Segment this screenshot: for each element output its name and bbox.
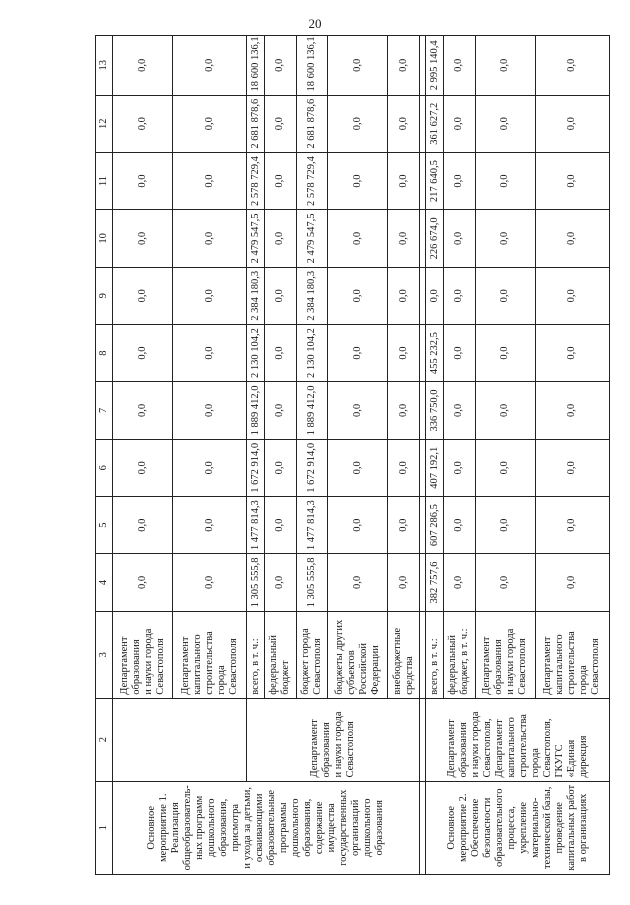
text-line: всего, в т. ч.: <box>428 638 440 695</box>
text-line: Департамент <box>493 719 505 778</box>
value-cell: 0,0 <box>173 324 247 381</box>
text-line: Реализация <box>170 802 182 854</box>
text-line: образования, <box>302 798 314 857</box>
text-line: образовательные <box>266 789 278 866</box>
text-line: материально- <box>529 797 541 858</box>
text-line: ных программ <box>194 795 206 860</box>
value-cell: 0,0 <box>113 496 173 553</box>
value-cell: 2 384 180,3 <box>296 267 328 324</box>
value-cell: 2 681 878,6 <box>247 95 265 152</box>
value-cell: 0,0 <box>113 210 173 267</box>
value-cell: 2 479 547,5 <box>247 210 265 267</box>
value-cell: 0,0 <box>443 439 475 496</box>
value-cell: 2 578 729,4 <box>247 152 265 209</box>
value-cell: 0,0 <box>443 152 475 209</box>
column-number-11: 11 <box>96 152 113 209</box>
value-cell: 0,0 <box>388 210 420 267</box>
column-number-8: 8 <box>96 324 113 381</box>
text-line: процесса, <box>505 806 517 850</box>
text-line: капитальных работ <box>565 784 577 871</box>
value-cell: 0,0 <box>475 210 535 267</box>
text-line: дошкольного <box>290 798 302 858</box>
text-line: в организациях <box>577 793 589 862</box>
value-cell: 0,0 <box>388 554 420 611</box>
column-number-13: 13 <box>96 36 113 96</box>
value-cell: 407 192,1 <box>426 439 444 496</box>
text-line: Севастополя <box>312 638 324 695</box>
value-cell: 0,0 <box>535 439 609 496</box>
value-cell: 0,0 <box>443 210 475 267</box>
text-line: Основное <box>146 805 158 850</box>
text-line: дошкольного <box>362 798 374 858</box>
value-cell: 0,0 <box>173 152 247 209</box>
text-line: строительства <box>203 631 215 695</box>
text-line: «Единая <box>565 739 577 778</box>
value-cell: 0,0 <box>113 95 173 152</box>
column-number-5: 5 <box>96 496 113 553</box>
source-cell <box>535 611 609 698</box>
value-cell: 0,0 <box>113 36 173 96</box>
value-cell: 1 305 555,8 <box>247 554 265 611</box>
text-line: имущества <box>326 803 338 853</box>
value-cell: 2 681 878,6 <box>296 95 328 152</box>
value-cell: 0,0 <box>443 496 475 553</box>
value-cell: 0,0 <box>113 554 173 611</box>
source-cell <box>113 611 173 698</box>
text-line: Севастополя, <box>481 718 493 778</box>
text-line: ГКУГС <box>553 744 565 778</box>
value-cell: 0,0 <box>535 267 609 324</box>
text-line: и науки города <box>142 628 154 695</box>
activity-2-activity-cell <box>426 781 610 874</box>
text-line: содержание <box>314 801 326 855</box>
text-line: и науки города <box>333 711 345 778</box>
value-cell: 1 889 412,0 <box>296 382 328 439</box>
text-line: Севастополя <box>154 638 166 695</box>
value-cell: 0,0 <box>173 554 247 611</box>
value-cell: 0,0 <box>264 95 296 152</box>
text-line: программы <box>278 802 290 854</box>
value-cell: 0,0 <box>173 36 247 96</box>
text-line: Департамент <box>309 719 321 778</box>
value-cell: 0,0 <box>388 382 420 439</box>
value-cell: 0,0 <box>388 152 420 209</box>
text-line: Севастополя <box>590 638 602 695</box>
column-number-12: 12 <box>96 95 113 152</box>
text-line: образования <box>321 722 333 778</box>
text-line: бюджет <box>280 660 292 695</box>
value-cell: 0,0 <box>443 554 475 611</box>
value-cell: 0,0 <box>535 496 609 553</box>
value-cell: 0,0 <box>475 554 535 611</box>
value-cell: 0,0 <box>264 324 296 381</box>
value-cell: 0,0 <box>388 324 420 381</box>
source-cell <box>173 611 247 698</box>
text-line: проведение <box>553 802 565 854</box>
value-cell: 0,0 <box>388 267 420 324</box>
activity-2-row <box>426 36 444 875</box>
value-cell: 2 130 104,2 <box>247 324 265 381</box>
activity-1-row <box>247 36 265 875</box>
financing-table-sheet <box>95 35 610 875</box>
value-cell: 0,0 <box>475 95 535 152</box>
value-cell: 2 578 729,4 <box>296 152 328 209</box>
value-cell: 0,0 <box>113 152 173 209</box>
source-cell <box>264 611 296 698</box>
source-cell <box>443 611 475 698</box>
value-cell: 0,0 <box>475 439 535 496</box>
value-cell: 0,0 <box>443 95 475 152</box>
value-cell: 2 995 140,4 <box>426 36 444 96</box>
text-line: и ухода за детьми, <box>242 786 254 869</box>
column-number-9: 9 <box>96 267 113 324</box>
page-number: 20 <box>308 16 322 31</box>
text-line: Департамент <box>481 636 493 695</box>
value-cell: 0,0 <box>113 382 173 439</box>
value-cell: 217 640,5 <box>426 152 444 209</box>
value-cell: 1 477 814,3 <box>296 496 328 553</box>
value-cell: 226 674,0 <box>426 210 444 267</box>
value-cell: 0,0 <box>173 439 247 496</box>
activity-1-executor-cell <box>247 698 420 781</box>
value-cell: 2 130 104,2 <box>296 324 328 381</box>
value-cell: 0,0 <box>535 554 609 611</box>
text-line: всего, в т. ч.: <box>249 638 261 695</box>
column-number-10: 10 <box>96 210 113 267</box>
value-cell: 0,0 <box>475 267 535 324</box>
value-cell: 0,0 <box>388 439 420 496</box>
text-line: федеральный <box>268 635 280 695</box>
activity-1-row <box>113 36 173 875</box>
text-line: Департамент <box>445 719 457 778</box>
value-cell: 0,0 <box>264 496 296 553</box>
text-line: внебюджетные <box>391 627 403 695</box>
value-cell: 0,0 <box>173 267 247 324</box>
value-cell: 0,0 <box>475 36 535 96</box>
value-cell: 0,0 <box>388 496 420 553</box>
text-line: мероприятие 1. <box>158 793 170 863</box>
empty-executor-cell <box>113 698 247 781</box>
text-line: Департамент <box>179 636 191 695</box>
text-line: бюджет, в т. ч.: <box>459 628 471 695</box>
text-line: образования, <box>218 798 230 857</box>
value-cell: 1 477 814,3 <box>247 496 265 553</box>
value-cell: 0,0 <box>443 36 475 96</box>
value-cell: 0,0 <box>535 382 609 439</box>
value-cell: 0,0 <box>264 382 296 439</box>
value-cell: 0,0 <box>535 210 609 267</box>
text-line: субъектов <box>345 650 357 695</box>
value-cell: 1 305 555,8 <box>296 554 328 611</box>
text-line: города <box>578 665 590 695</box>
text-line: средства <box>403 656 415 695</box>
value-cell: 0,0 <box>173 95 247 152</box>
rotated-table-container <box>95 35 610 875</box>
value-cell: 1 672 914,0 <box>296 439 328 496</box>
text-line: Севастополя <box>227 638 239 695</box>
text-line: государственных <box>338 789 350 866</box>
value-cell: 0,0 <box>443 324 475 381</box>
activity-2-executor-cell <box>426 698 610 781</box>
column-number-2: 2 <box>96 698 113 781</box>
value-cell: 0,0 <box>388 36 420 96</box>
text-line: Севастополя, <box>541 718 553 778</box>
value-cell: 0,0 <box>264 554 296 611</box>
value-cell: 0,0 <box>475 152 535 209</box>
source-cell <box>426 611 444 698</box>
value-cell: 0,0 <box>328 36 388 96</box>
text-line: Федерации <box>369 645 381 695</box>
value-cell: 0,0 <box>443 382 475 439</box>
value-cell: 0,0 <box>426 267 444 324</box>
value-cell: 0,0 <box>264 210 296 267</box>
text-line: капитального <box>191 634 203 695</box>
activity-1-activity-cell <box>113 781 420 874</box>
value-cell: 0,0 <box>535 36 609 96</box>
value-cell: 0,0 <box>328 210 388 267</box>
source-cell <box>475 611 535 698</box>
text-line: Департамент <box>542 636 554 695</box>
column-number-7: 7 <box>96 382 113 439</box>
value-cell: 0,0 <box>328 496 388 553</box>
text-line: дирекция <box>577 735 589 778</box>
text-line: технической базы, <box>541 786 553 869</box>
value-cell: 607 286,5 <box>426 496 444 553</box>
text-line: Обеспечение <box>469 798 481 857</box>
value-cell: 18 600 136,1 <box>296 36 328 96</box>
text-line: и науки города <box>505 628 517 695</box>
value-cell: 2 479 547,5 <box>296 210 328 267</box>
value-cell: 1 672 914,0 <box>247 439 265 496</box>
value-cell: 0,0 <box>475 496 535 553</box>
value-cell: 0,0 <box>328 267 388 324</box>
text-line: капитального <box>505 717 517 778</box>
financing-table <box>95 35 610 875</box>
text-line: образования <box>130 639 142 695</box>
text-line: Основное <box>445 805 457 850</box>
value-cell: 2 384 180,3 <box>247 267 265 324</box>
text-line: присмотра <box>230 804 242 852</box>
value-cell: 0,0 <box>443 267 475 324</box>
text-line: капитального <box>554 634 566 695</box>
text-line: общеобразователь- <box>182 785 194 871</box>
value-cell: 0,0 <box>173 496 247 553</box>
text-line: безопасности <box>481 797 493 858</box>
value-cell: 0,0 <box>113 324 173 381</box>
value-cell: 0,0 <box>264 267 296 324</box>
text-line: образования <box>374 800 386 856</box>
text-line: образовательного <box>493 788 505 868</box>
value-cell: 382 757,6 <box>426 554 444 611</box>
value-cell: 0,0 <box>328 95 388 152</box>
value-cell: 455 232,5 <box>426 324 444 381</box>
source-cell <box>247 611 265 698</box>
text-line: Департамент <box>118 636 130 695</box>
column-number-4: 4 <box>96 554 113 611</box>
value-cell: 0,0 <box>173 210 247 267</box>
text-line: и науки города <box>469 711 481 778</box>
value-cell: 0,0 <box>328 382 388 439</box>
text-line: строительства <box>517 714 529 778</box>
value-cell: 0,0 <box>264 152 296 209</box>
column-number-3: 3 <box>96 611 113 698</box>
value-cell: 0,0 <box>113 439 173 496</box>
text-line: бюджет города <box>300 628 312 695</box>
source-cell <box>296 611 328 698</box>
value-cell: 0,0 <box>113 267 173 324</box>
value-cell: 361 627,2 <box>426 95 444 152</box>
text-line: укрепление <box>517 801 529 854</box>
column-number-1: 1 <box>96 781 113 874</box>
value-cell: 0,0 <box>535 152 609 209</box>
value-cell: 0,0 <box>535 324 609 381</box>
value-cell: 18 600 136,1 <box>247 36 265 96</box>
text-line: образования <box>457 722 469 778</box>
text-line: строительства <box>566 631 578 695</box>
text-line: образования <box>493 639 505 695</box>
text-line: Севастополя <box>517 638 529 695</box>
text-line: федеральный <box>447 635 459 695</box>
text-line: города <box>215 665 227 695</box>
value-cell: 0,0 <box>535 95 609 152</box>
value-cell: 0,0 <box>328 439 388 496</box>
text-line: дошкольного <box>206 798 218 858</box>
column-number-6: 6 <box>96 439 113 496</box>
text-line: организаций <box>350 799 362 856</box>
value-cell: 0,0 <box>264 439 296 496</box>
column-number-row <box>96 36 113 875</box>
value-cell: 0,0 <box>475 382 535 439</box>
text-line: мероприятие 2. <box>457 793 469 863</box>
text-line: Российской <box>357 642 369 695</box>
value-cell: 336 750,0 <box>426 382 444 439</box>
value-cell: 0,0 <box>328 554 388 611</box>
value-cell: 0,0 <box>328 324 388 381</box>
text-line: города <box>529 748 541 778</box>
value-cell: 0,0 <box>475 324 535 381</box>
source-cell <box>328 611 388 698</box>
text-line: бюджеты других <box>333 619 345 695</box>
value-cell: 0,0 <box>173 382 247 439</box>
value-cell: 0,0 <box>328 152 388 209</box>
text-line: Севастополя <box>345 721 357 778</box>
text-line: осваивающими <box>254 793 266 863</box>
source-cell <box>388 611 420 698</box>
value-cell: 0,0 <box>264 36 296 96</box>
value-cell: 0,0 <box>388 95 420 152</box>
value-cell: 1 889 412,0 <box>247 382 265 439</box>
